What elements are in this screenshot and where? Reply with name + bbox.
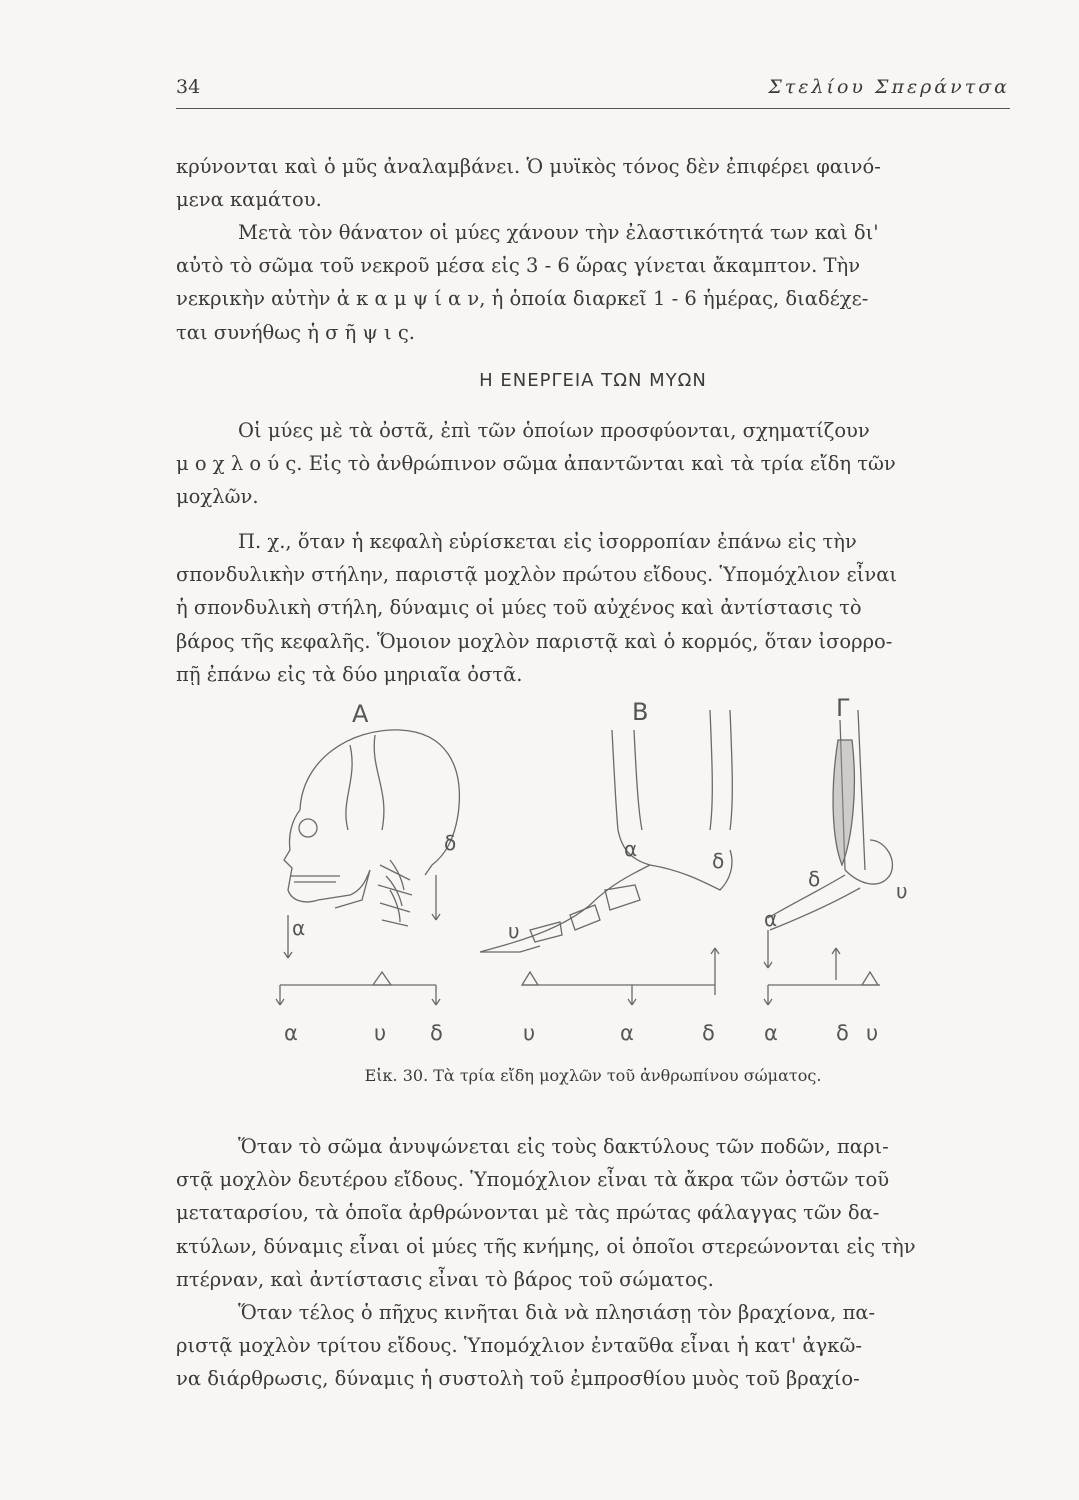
section-heading: Η ΕΝΕΡΓΕΙΑ ΤΩΝ ΜΥΩΝ	[479, 370, 707, 391]
foot-drawing	[480, 710, 732, 952]
paragraph-4	[176, 525, 1010, 691]
panel-label-c: Γ	[836, 694, 850, 722]
panel-b-bottom-u: υ	[523, 1021, 536, 1045]
panel-a-bottom-d: δ	[430, 1021, 443, 1045]
panel-label-a: Α	[352, 700, 369, 728]
text-line: στᾷ μοχλὸν δευτέρου εἴδους. Ὑπομόχλιον εἶναι τὰ ἄκρα τῶν ὀστῶν τοῦ	[176, 1168, 890, 1192]
panel-b-bottom-a: α	[620, 1021, 634, 1045]
text-line: σπονδυλικὴν στήλην, παριστᾷ μοχλὸν πρώτου εἴδους. Ὑπομόχλιον εἶναι	[176, 563, 898, 587]
lever-figure	[240, 690, 940, 1060]
figure-caption: Εἰκ. 30. Τὰ τρία εἴδη μοχλῶν τοῦ ἀνθρωπίνου σώματος.	[364, 1066, 822, 1085]
paragraph-1	[176, 150, 1010, 216]
panel-label-b: Β	[632, 698, 649, 726]
spine-drawing	[378, 860, 412, 926]
text-line: πῇ ἐπάνω εἰς τὰ δύο μηριαῖα ὀστᾶ.	[176, 662, 523, 686]
text-line: να διάρθρωσις, δύναμις ἡ συστολὴ τοῦ ἐμπροσθίου μυὸς τοῦ βραχίο-	[176, 1367, 860, 1391]
text-line: νεκρικὴν αὐτὴν ἀ κ α μ ψ ί α ν, ἡ ὁποία διαρκεῖ 1 - 6 ἡμέρας, διαδέχε-	[176, 287, 869, 311]
text-line: Ὅταν τὸ σῶμα ἀνυψώνεται εἰς τοὺς δακτύλους τῶν ποδῶν, παρι-	[238, 1135, 889, 1158]
text-line: αὐτὸ τὸ σῶμα τοῦ νεκροῦ μέσα εἰς 3 - 6 ὥρας γίνεται ἄκαμπτον. Τὴν	[176, 254, 861, 278]
text-line: ριστᾷ μοχλὸν τρίτου εἴδους. Ὑπομόχλιον ἐνταῦθα εἶναι ἡ κατ' ἀγκῶ-	[176, 1334, 862, 1358]
text-line: ἡ σπονδυλικὴ στήλη, δύναμις οἱ μύες τοῦ αὐχένος καὶ ἀντίστασις τὸ	[176, 596, 862, 620]
panel-b-label-d: δ	[712, 849, 725, 873]
text-line: κρύνονται καὶ ὁ μῦς ἀναλαμβάνει. Ὁ μυϊκὸς τόνος δὲν ἐπιφέρει φαινό-	[176, 155, 881, 178]
text-line: βάρος τῆς κεφαλῆς. Ὅμοιον μοχλὸν παριστᾷ καὶ ὁ κορμός, ὅταν ἰσορρο-	[176, 629, 893, 653]
panel-c-bottom-a: α	[764, 1021, 778, 1045]
panel-b-bottom-d: δ	[702, 1021, 715, 1045]
paragraph-3	[176, 414, 1010, 514]
panel-b-label-a: α	[624, 837, 638, 861]
lever-diagram	[240, 690, 940, 1060]
text-line: Π. χ., ὅταν ἡ κεφαλὴ εὑρίσκεται εἰς ἰσορροπίαν ἐπάνω εἰς τὴν	[238, 530, 857, 553]
header-rule	[176, 108, 1010, 109]
panel-c-label-a: α	[764, 907, 778, 931]
panel-c-bottom-u: υ	[866, 1021, 879, 1045]
paragraph-2	[176, 216, 1010, 349]
panel-c-label-d: δ	[808, 867, 821, 891]
paragraph-5	[176, 1130, 1010, 1296]
text-line: Μετὰ τὸν θάνατον οἱ μύες χάνουν τὴν ἐλαστικότητά των καὶ δι'	[238, 221, 879, 244]
panel-c-bottom-d: δ	[836, 1021, 849, 1045]
text-line: Ὅταν τέλος ὁ πῆχυς κινῆται διὰ νὰ πλησιάσῃ τὸν βραχίονα, πα-	[238, 1301, 876, 1324]
panel-b-label-u: υ	[508, 919, 520, 943]
text-line: πτέρναν, καὶ ἀντίστασις εἶναι τὸ βάρος τοῦ σώματος.	[176, 1267, 714, 1291]
text-line: μεταταρσίου, τὰ ὁποῖα ἀρθρώνονται μὲ τὰς πρώτας φάλαγγας τῶν δα-	[176, 1201, 880, 1225]
text-line: μενα καμάτου.	[176, 188, 322, 212]
paragraph-6	[176, 1296, 1010, 1396]
skull-drawing	[284, 730, 459, 908]
text-line: Οἱ μύες μὲ τὰ ὀστᾶ, ἐπὶ τῶν ὁποίων προσφύονται, σχηματίζουν	[238, 419, 870, 442]
page-header	[176, 76, 1010, 106]
text-line: κτύλων, δύναμις εἶναι οἱ μύες τῆς κνήμης, οἱ ὁποῖοι στερεώνονται εἰς τὴν	[176, 1234, 916, 1258]
running-head: Στελίου Σπεράντσα	[768, 76, 1010, 98]
panel-a-label-a: α	[292, 916, 306, 940]
panel-a-bottom-a: α	[284, 1021, 298, 1045]
page-number: 34	[176, 76, 201, 98]
panel-a-bottom-u: υ	[374, 1021, 387, 1045]
text-line: μοχλῶν.	[176, 485, 259, 509]
arm-drawing	[768, 710, 892, 930]
panel-c-label-u: υ	[896, 879, 908, 903]
text-line: ται συνήθως ἡ σ ῆ ψ ι ς.	[176, 320, 415, 344]
text-line: μ ο χ λ ο ύ ς. Εἰς τὸ ἀνθρώπινον σῶμα ἀπαντῶνται καὶ τὰ τρία εἴδη τῶν	[176, 452, 896, 476]
panel-a-label-d: δ	[444, 831, 457, 855]
